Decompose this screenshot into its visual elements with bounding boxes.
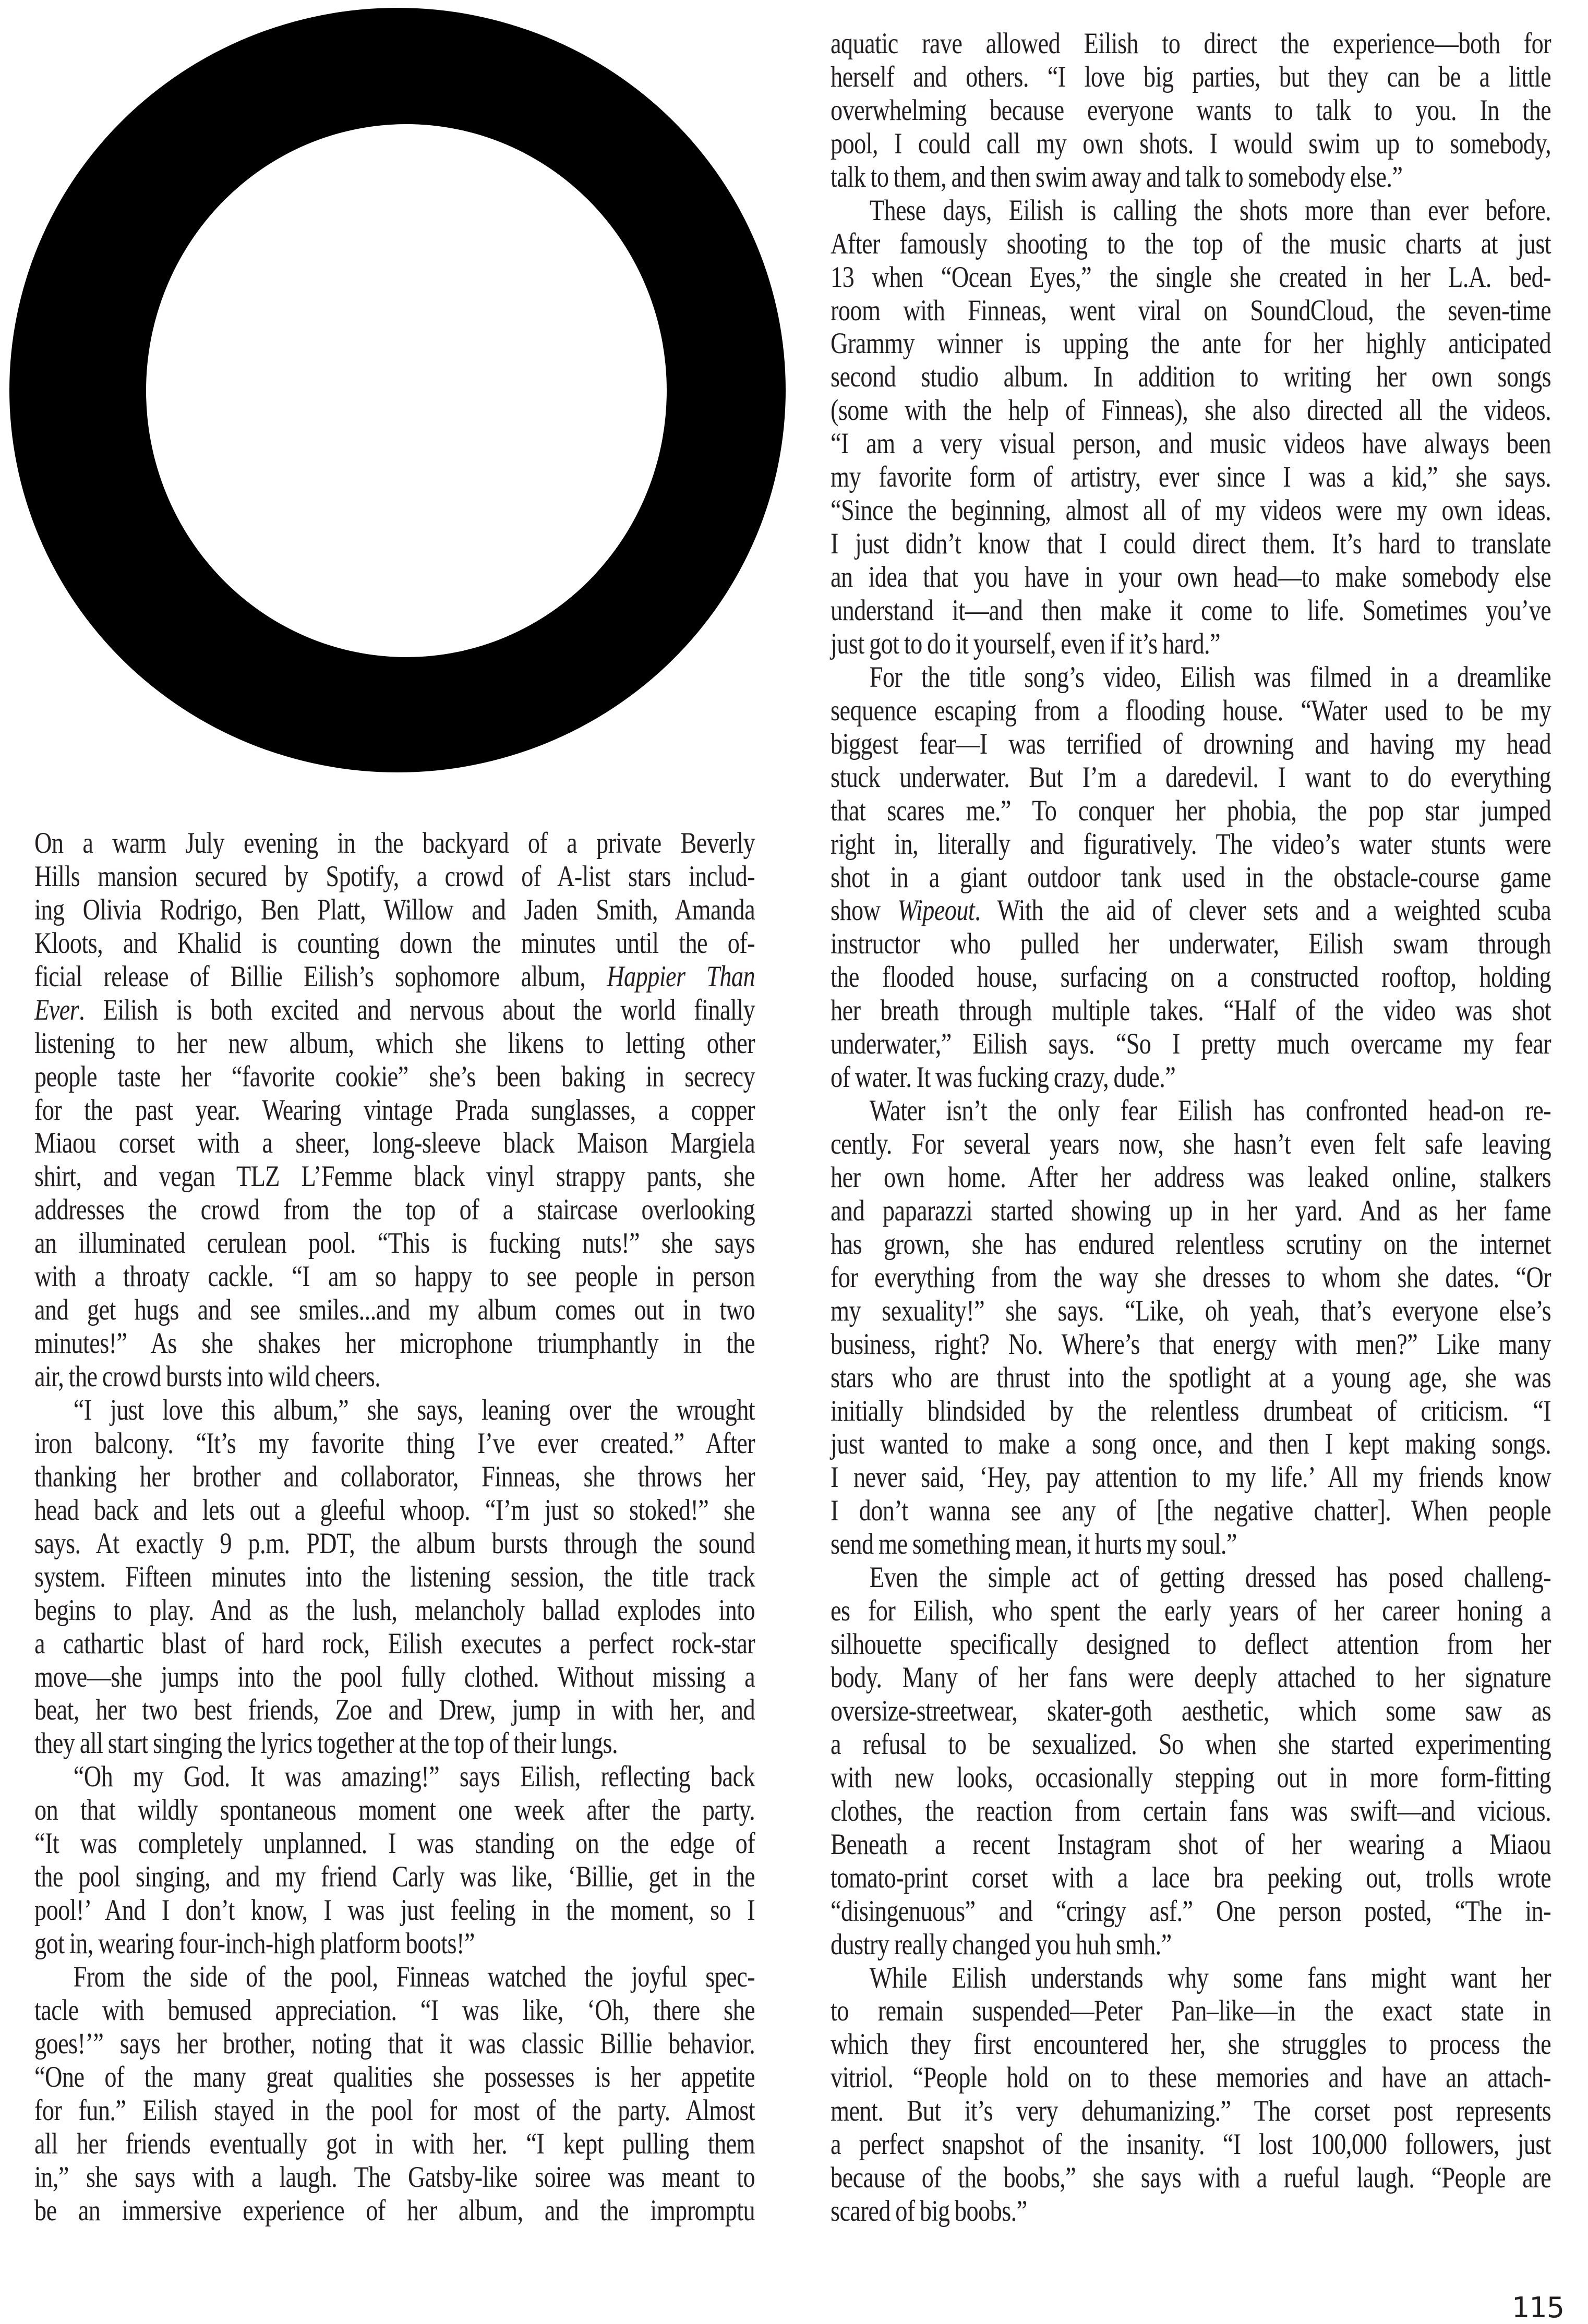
article-text-line: I just didn’t know that I could direct them. It’s hard to translate bbox=[831, 527, 1551, 561]
article-text-line: On a warm July evening in the backyard of a private Beverly bbox=[34, 827, 755, 860]
article-text-line: got in, wearing four-inch-high platform boots!” bbox=[34, 1927, 475, 1960]
article-text-line: iron balcony. “It’s my favorite thing I’ve ever created.” After bbox=[34, 1426, 755, 1460]
article-text-line: with a throaty cackle. “I am so happy to see people in person bbox=[34, 1260, 755, 1293]
article-text-line: “I just love this album,” she says, leaning over the wrought bbox=[73, 1393, 755, 1426]
article-text-line: room with Finneas, went viral on SoundCloud, the seven-time bbox=[831, 294, 1551, 327]
article-text-line: From the side of the pool, Finneas watched the joyful spec- bbox=[73, 1960, 755, 1993]
article-text-line: beat, her two best friends, Zoe and Drew, jump in with her, and bbox=[34, 1693, 755, 1727]
article-text-line: and get hugs and see smiles...and my album comes out in two bbox=[34, 1293, 755, 1327]
article-text-line: my sexuality!” she says. “Like, oh yeah, that’s everyone else’s bbox=[831, 1294, 1551, 1327]
article-text-line: Even the simple act of getting dressed has posed challeng- bbox=[869, 1561, 1551, 1594]
article-text-line: a perfect snapshot of the insanity. “I lost 100,000 followers, just bbox=[831, 2128, 1551, 2161]
article-text-line: has grown, she has endured relentless scrutiny on the internet bbox=[831, 1227, 1551, 1261]
article-text-line: “disingenuous” and “cringy asf.” One person posted, “The in- bbox=[831, 1894, 1551, 1928]
article-text-line: addresses the crowd from the top of a staircase overlooking bbox=[34, 1193, 755, 1227]
article-text-line: dustry really changed you huh smh.” bbox=[831, 1928, 1172, 1961]
article-text-line: ficial release of Billie Eilish’s sophomore album, Happier Than bbox=[34, 960, 755, 993]
article-text-line: send me something mean, it hurts my soul.” bbox=[831, 1528, 1237, 1561]
article-text-line: the pool singing, and my friend Carly was like, ‘Billie, get in the bbox=[34, 1860, 755, 1894]
article-text-line: scared of big boobs.” bbox=[831, 2195, 1027, 2228]
article-text-line: that scares me.” To conquer her phobia, the pop star jumped bbox=[831, 794, 1551, 827]
article-text-line: instructor who pulled her underwater, Eilish swam through bbox=[831, 927, 1551, 961]
article-text-line: Miaou corset with a sheer, long-sleeve black Maison Margiela bbox=[34, 1127, 755, 1160]
article-text-line: biggest fear—I was terrified of drowning and having my head bbox=[831, 727, 1551, 760]
article-text-line: sequence escaping from a flooding house. “Water used to be my bbox=[831, 694, 1551, 727]
article-text-line: a refusal to be sexualized. So when she started experimenting bbox=[831, 1727, 1551, 1761]
article-text-line: Hills mansion secured by Spotify, a crowd of A-list stars includ- bbox=[34, 860, 755, 893]
article-text-line: head back and lets out a gleeful whoop. “I’m just so stoked!” she bbox=[34, 1493, 755, 1527]
article-text-line: begins to play. And as the lush, melancholy ballad explodes into bbox=[34, 1593, 755, 1627]
article-text-line: oversize-streetwear, skater-goth aesthetic, which some saw as bbox=[831, 1694, 1551, 1727]
article-text-line: thanking her brother and collaborator, Finneas, she throws her bbox=[34, 1460, 755, 1493]
article-text-line: While Eilish understands why some fans might want her bbox=[869, 1961, 1551, 1994]
article-text-line: underwater,” Eilish says. “So I pretty much overcame my fear bbox=[831, 1027, 1551, 1061]
article-text-line: clothes, the reaction from certain fans was swift—and vicious. bbox=[831, 1794, 1551, 1827]
article-text-line: system. Fifteen minutes into the listening session, the title track bbox=[34, 1560, 755, 1593]
article-text-line: understand it—and then make it come to life. Sometimes you’ve bbox=[831, 594, 1551, 627]
article-text-line: second studio album. In addition to writing her own songs bbox=[831, 360, 1551, 394]
article-text-line: for fun.” Eilish stayed in the pool for most of the party. Almost bbox=[34, 2093, 755, 2127]
article-text-line: Water isn’t the only fear Eilish has confronted head-on re- bbox=[869, 1094, 1551, 1128]
article-text-line: a cathartic blast of hard rock, Eilish executes a perfect rock-star bbox=[34, 1627, 755, 1660]
article-text-line: overwhelming because everyone wants to talk to you. In the bbox=[831, 93, 1551, 127]
article-text-line: just got to do it yourself, even if it’s hard.” bbox=[831, 627, 1221, 660]
article-text-line: es for Eilish, who spent the early years of her career honing a bbox=[831, 1594, 1551, 1628]
article-text-line: which they first encountered her, she struggles to process the bbox=[831, 2028, 1551, 2061]
article-text-line: says. At exactly 9 p.m. PDT, the album bursts through the sound bbox=[34, 1527, 755, 1560]
article-text-line: Grammy winner is upping the ante for her highly anticipated bbox=[831, 327, 1551, 360]
article-text-line: because of the boobs,” she says with a rueful laugh. “People are bbox=[831, 2161, 1551, 2195]
article-text-line: all her friends eventually got in with her. “I kept pulling them bbox=[34, 2127, 755, 2160]
article-text-line: “Since the beginning, almost all of my videos were my own ideas. bbox=[831, 494, 1551, 527]
article-text-line: pool!’ And I don’t know, I was just feeling in the moment, so I bbox=[34, 1894, 755, 1927]
italic-title: Ever bbox=[34, 993, 79, 1026]
article-text-line: “Oh my God. It was amazing!” says Eilish, reflecting back bbox=[73, 1760, 755, 1794]
article-text-line: cently. For several years now, she hasn’t even felt safe leaving bbox=[831, 1128, 1551, 1161]
page-number: 115 bbox=[1512, 2291, 1565, 2324]
article-text-line: show Wipeout. With the aid of clever sets and a weighted scuba bbox=[831, 894, 1551, 927]
article-text-line: After famously shooting to the top of the music charts at just bbox=[831, 227, 1551, 260]
italic-title: Happier Than bbox=[607, 960, 755, 993]
article-text-line: I don’t wanna see any of [the negative chatter]. When people bbox=[831, 1494, 1551, 1528]
article-text-line: (some with the help of Finneas), she also directed all the videos. bbox=[831, 394, 1551, 427]
article-text-line: silhouette specifically designed to deflect attention from her bbox=[831, 1628, 1551, 1661]
article-text-line: “One of the many great qualities she possesses is her appetite bbox=[34, 2060, 755, 2093]
article-text-line: stars who are thrust into the spotlight at a young age, she was bbox=[831, 1361, 1551, 1394]
article-text-line: her breath through multiple takes. “Half of the video was shot bbox=[831, 994, 1551, 1027]
article-text-line: body. Many of her fans were deeply attached to her signature bbox=[831, 1661, 1551, 1694]
article-text-line: with new looks, occasionally stepping out in more form-fitting bbox=[831, 1761, 1551, 1794]
article-text-line: listening to her new album, which she likens to letting other bbox=[34, 1026, 755, 1060]
article-text-line: pool, I could call my own shots. I would swim up to somebody, bbox=[831, 127, 1551, 160]
article-text-line: they all start singing the lyrics together at the top of their lungs. bbox=[34, 1727, 618, 1760]
article-text-line: for everything from the way she dresses to whom she dates. “Or bbox=[831, 1261, 1551, 1294]
article-text-line: For the title song’s video, Eilish was filmed in a dreamlike bbox=[869, 660, 1551, 694]
article-text-line: These days, Eilish is calling the shots more than ever before. bbox=[869, 193, 1551, 227]
article-text-line: an illuminated cerulean pool. “This is fucking nuts!” she says bbox=[34, 1227, 755, 1260]
article-text-line: and paparazzi started showing up in her yard. And as her fame bbox=[831, 1194, 1551, 1227]
article-text-line: move—she jumps into the pool fully clothed. Without missing a bbox=[34, 1660, 755, 1693]
article-text-line: initially blindsided by the relentless drumbeat of criticism. “I bbox=[831, 1394, 1551, 1427]
article-text-line: an idea that you have in your own head—to make somebody else bbox=[831, 561, 1551, 594]
article-text-line: of water. It was fucking crazy, dude.” bbox=[831, 1061, 1176, 1094]
article-text-line: right in, literally and figuratively. The video’s water stunts were bbox=[831, 827, 1551, 861]
article-text-line: ing Olivia Rodrigo, Ben Platt, Willow and Jaden Smith, Amanda bbox=[34, 893, 755, 926]
article-text-line: talk to them, and then swim away and talk to somebody else.” bbox=[831, 160, 1403, 193]
article-text-line: in,” she says with a laugh. The Gatsby-like soiree was meant to bbox=[34, 2160, 755, 2194]
article-text-line: 13 when “Ocean Eyes,” the single she created in her L.A. bed- bbox=[831, 260, 1551, 294]
article-text-line: Ever. Eilish is both excited and nervous about the world finally bbox=[34, 993, 755, 1026]
article-text-line: business, right? No. Where’s that energy with men?” Like many bbox=[831, 1327, 1551, 1361]
article-text-line: to remain suspended—Peter Pan–like—in the exact state in bbox=[831, 1994, 1551, 2028]
article-text-line: for the past year. Wearing vintage Prada sunglasses, a copper bbox=[34, 1093, 755, 1127]
article-text-line: her own home. After her address was leaked online, stalkers bbox=[831, 1160, 1551, 1194]
article-text-line: stuck underwater. But I’m a daredevil. I want to do everything bbox=[831, 760, 1551, 794]
article-text-line: goes!’” says her brother, noting that it was classic Billie behavior. bbox=[34, 2027, 755, 2060]
article-text-line: vitriol. “People hold on to these memories and have an attach- bbox=[831, 2061, 1551, 2095]
article-text-line: ment. But it’s very dehumanizing.” The corset post represents bbox=[831, 2095, 1551, 2128]
article-text-line: on that wildly spontaneous moment one week after the party. bbox=[34, 1794, 755, 1827]
article-text-line: my favorite form of artistry, ever since I was a kid,” she says. bbox=[831, 461, 1551, 494]
article-text-line: air, the crowd bursts into wild cheers. bbox=[34, 1360, 381, 1394]
drop-cap-letter-o bbox=[0, 0, 798, 782]
article-text-line: shot in a giant outdoor tank used in the obstacle-course game bbox=[831, 861, 1551, 894]
article-text-line: aquatic rave allowed Eilish to direct the experience—both for bbox=[831, 27, 1551, 60]
article-text-line: just wanted to make a song once, and then I kept making songs. bbox=[831, 1427, 1551, 1461]
article-text-line: herself and others. “I love big parties, but they can be a little bbox=[831, 60, 1551, 93]
article-text-line: people taste her “favorite cookie” she’s been baking in secrecy bbox=[34, 1060, 755, 1093]
article-text-line: I never said, ‘Hey, pay attention to my life.’ All my friends know bbox=[831, 1461, 1551, 1494]
article-text-line: minutes!” As she shakes her microphone triumphantly in the bbox=[34, 1327, 755, 1360]
article-text-line: be an immersive experience of her album, and the impromptu bbox=[34, 2194, 755, 2227]
italic-title: Wipeout bbox=[897, 894, 975, 927]
article-text-line: tacle with bemused appreciation. “I was like, ‘Oh, there she bbox=[34, 1993, 755, 2027]
article-text-line: the flooded house, surfacing on a constructed rooftop, holding bbox=[831, 961, 1551, 994]
article-text-line: Beneath a recent Instagram shot of her wearing a Miaou bbox=[831, 1827, 1551, 1861]
article-text-line: tomato-print corset with a lace bra peeking out, trolls wrote bbox=[831, 1861, 1551, 1894]
article-text-line: “It was completely unplanned. I was standing on the edge of bbox=[34, 1827, 755, 1860]
article-text-line: “I am a very visual person, and music videos have always been bbox=[831, 427, 1551, 461]
article-text-line: shirt, and vegan TLZ L’Femme black vinyl strappy pants, she bbox=[34, 1160, 755, 1193]
article-text-line: Kloots, and Khalid is counting down the minutes until the of- bbox=[34, 926, 755, 960]
